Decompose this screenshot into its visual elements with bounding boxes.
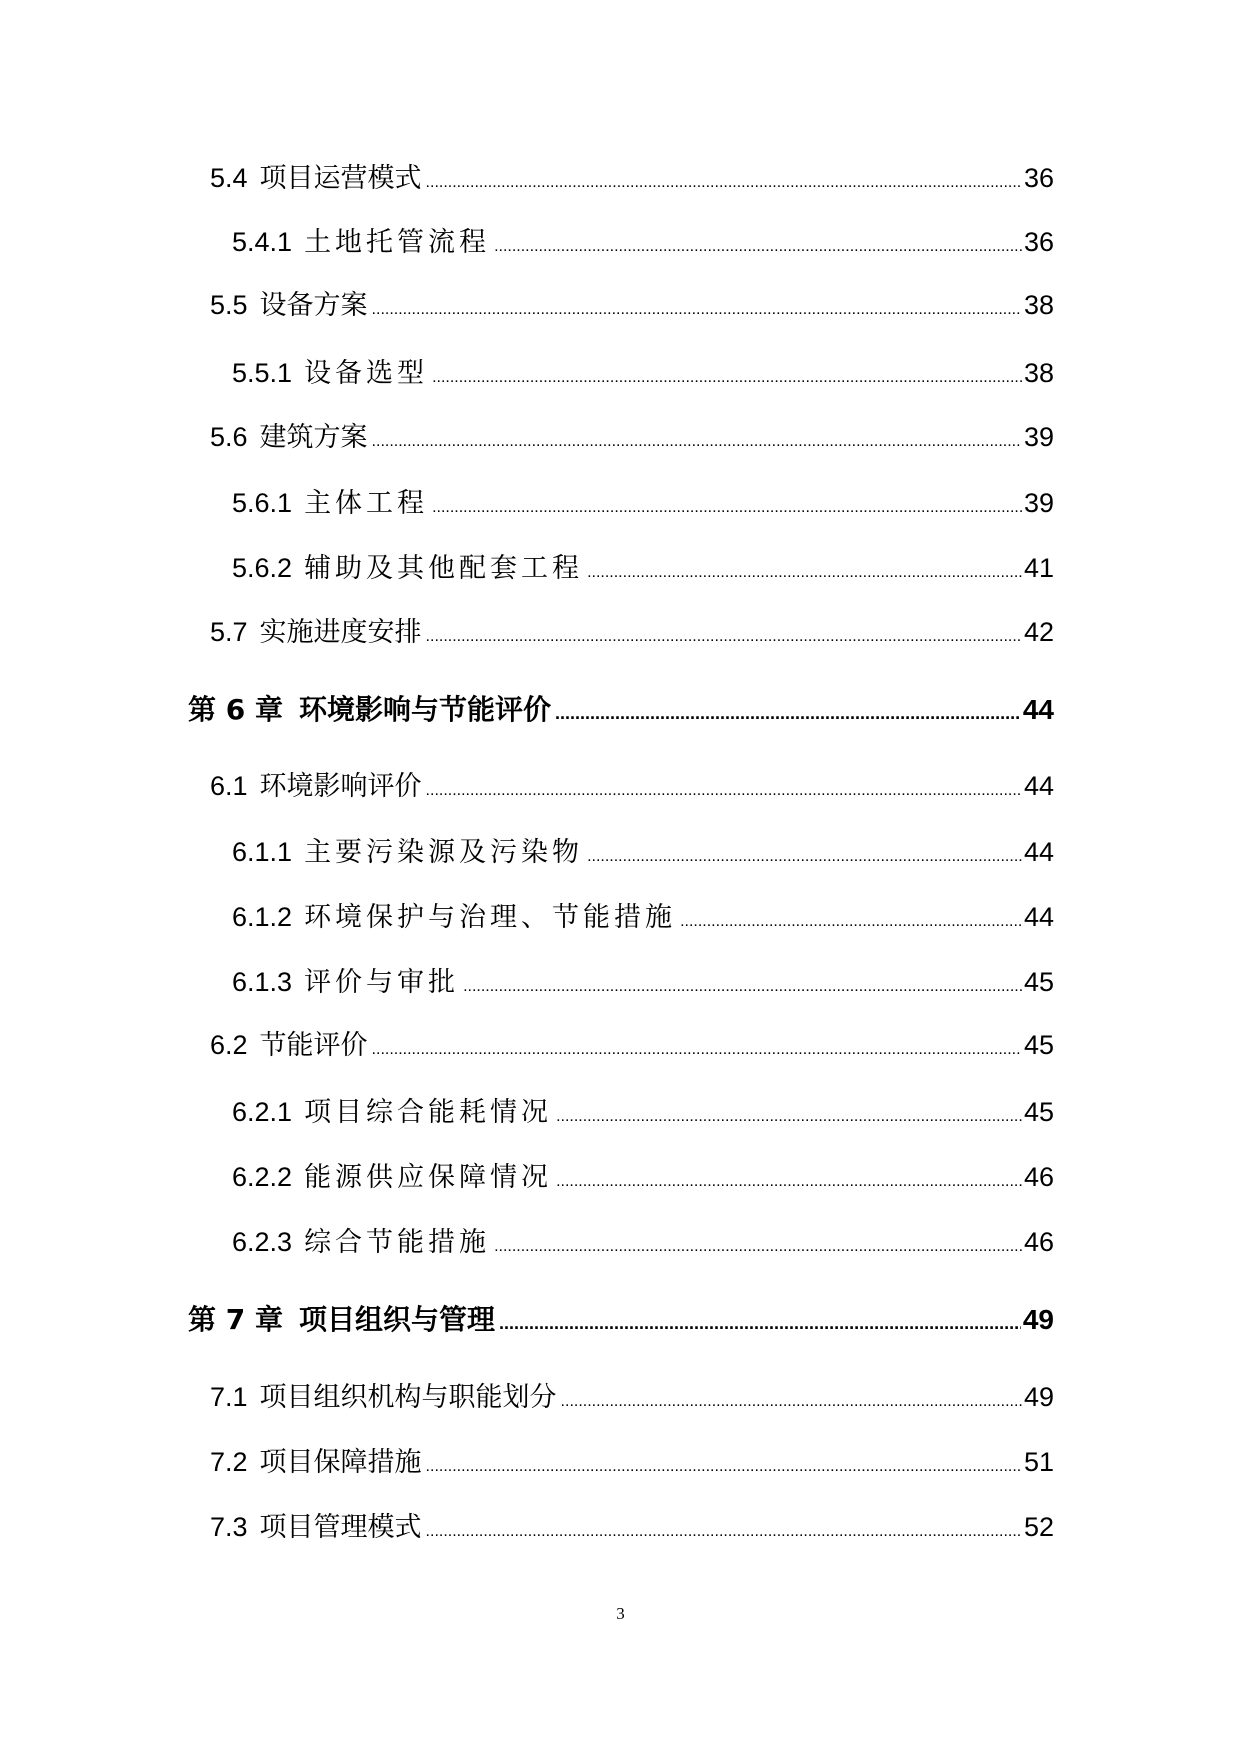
toc-title: 项目综合能耗情况 [304,1097,553,1128]
toc-entry[interactable] [232,353,1054,393]
dot-leader [587,837,1022,877]
toc-title: 实施进度安排 [259,617,422,648]
toc-title: 辅助及其他配套工程 [304,553,584,584]
dot-leader [372,422,1022,462]
toc-number: 5.5 [210,290,248,320]
toc-number: 7.2 [210,1447,248,1477]
toc-entry[interactable] [210,612,1054,652]
toc-entry[interactable] [232,483,1054,523]
toc-entry[interactable] [210,1377,1054,1417]
toc-title: 环境影响评价 [259,771,422,802]
toc-chapter-number: 第 7 章 [188,1303,283,1336]
dot-leader [555,693,1021,733]
toc-number: 5.6.2 [232,553,293,583]
toc-entry[interactable] [232,832,1054,872]
toc-entry[interactable] [232,962,1054,1002]
toc-title: 设备方案 [259,290,368,321]
toc-number: 6.1.2 [232,902,293,932]
toc-number: 7.3 [210,1512,248,1542]
toc-entry[interactable] [232,1157,1054,1197]
toc-number: 6.2.3 [232,1227,293,1257]
toc-page-number: 44 [1022,694,1054,725]
page-footer-number: 3 [616,1604,625,1623]
toc-page-number: 39 [1023,422,1054,452]
toc-title: 设备选型 [304,358,429,389]
dot-leader [426,1512,1022,1552]
toc-entry[interactable] [210,158,1054,198]
toc-number: 6.2 [210,1030,248,1060]
toc-title: 评价与审批 [304,967,460,998]
toc-title: 综合节能措施 [304,1227,491,1258]
toc-page-number: 44 [1023,771,1054,801]
toc-number: 6.2.2 [232,1162,293,1192]
toc-title: 土地托管流程 [304,227,491,258]
dot-leader [426,771,1022,811]
toc-chapter-entry[interactable] [188,690,1054,730]
toc-entry[interactable] [232,897,1054,937]
toc-number: 5.4 [210,163,248,193]
toc-page-number: 38 [1023,358,1054,388]
toc-title: 主体工程 [304,488,429,519]
dot-leader [494,227,1022,267]
toc-title: 项目保障措施 [259,1447,422,1478]
toc-chapter-number: 第 6 章 [188,693,283,726]
toc-page-number: 41 [1023,553,1054,583]
toc-number: 6.2.1 [232,1097,293,1127]
toc-number: 5.4.1 [232,227,293,257]
dot-leader [426,163,1022,203]
toc-entry[interactable] [210,766,1054,806]
toc-entry[interactable] [232,1092,1054,1132]
toc-page-number: 46 [1023,1227,1054,1257]
dot-leader [372,1030,1022,1070]
toc-entry[interactable] [232,1222,1054,1262]
dot-leader [372,290,1022,330]
toc-title: 项目管理模式 [259,1512,422,1543]
toc-entry[interactable] [210,285,1054,325]
dot-leader [494,1227,1022,1267]
toc-page-number: 36 [1023,163,1054,193]
toc-page-number: 49 [1023,1382,1054,1412]
dot-leader [426,617,1022,657]
toc-page-number: 51 [1023,1447,1054,1477]
dot-leader [432,488,1022,528]
toc-page-number: 44 [1023,902,1054,932]
toc-title: 环境影响与节能评价 [298,693,551,726]
toc-title: 环境保护与治理、节能措施 [304,902,677,933]
toc-number: 6.1 [210,771,248,801]
toc-number: 7.1 [210,1382,248,1412]
toc-entry[interactable] [210,1442,1054,1482]
toc-chapter-entry[interactable] [188,1300,1054,1340]
toc-title: 项目组织机构与职能划分 [259,1382,557,1413]
toc-title: 项目运营模式 [259,163,422,194]
toc-page-number: 45 [1023,1030,1054,1060]
dot-leader [680,902,1022,942]
toc-title: 建筑方案 [259,422,368,453]
toc-number: 5.5.1 [232,358,293,388]
toc-page-number: 39 [1023,488,1054,518]
toc-page-number: 42 [1023,617,1054,647]
toc-page-number: 52 [1023,1512,1054,1542]
dot-leader [463,967,1022,1007]
toc-entry[interactable] [232,222,1054,262]
toc-number: 5.6.1 [232,488,293,518]
toc-page-number: 45 [1023,1097,1054,1127]
dot-leader [426,1447,1022,1487]
toc-number: 6.1.1 [232,837,293,867]
toc-number: 5.7 [210,617,248,647]
toc-page-number: 45 [1023,967,1054,997]
toc-title: 能源供应保障情况 [304,1162,553,1193]
toc-title: 节能评价 [259,1030,368,1061]
toc-page-number: 46 [1023,1162,1054,1192]
dot-leader [556,1097,1022,1137]
toc-entry[interactable] [210,417,1054,457]
toc-number: 6.1.3 [232,967,293,997]
toc-entry[interactable] [210,1025,1054,1065]
toc-title: 主要污染源及污染物 [304,837,584,868]
toc-page-number: 49 [1022,1304,1054,1335]
toc-entry[interactable] [232,548,1054,588]
dot-leader [556,1162,1022,1202]
toc-page-number: 44 [1023,837,1054,867]
dot-leader [587,553,1022,593]
dot-leader [561,1382,1022,1422]
dot-leader [499,1303,1021,1343]
toc-page-number: 36 [1023,227,1054,257]
toc-page-number: 38 [1023,290,1054,320]
toc-entry[interactable] [210,1507,1054,1547]
dot-leader [432,358,1022,398]
toc-number: 5.6 [210,422,248,452]
toc-title: 项目组织与管理 [298,1303,495,1336]
